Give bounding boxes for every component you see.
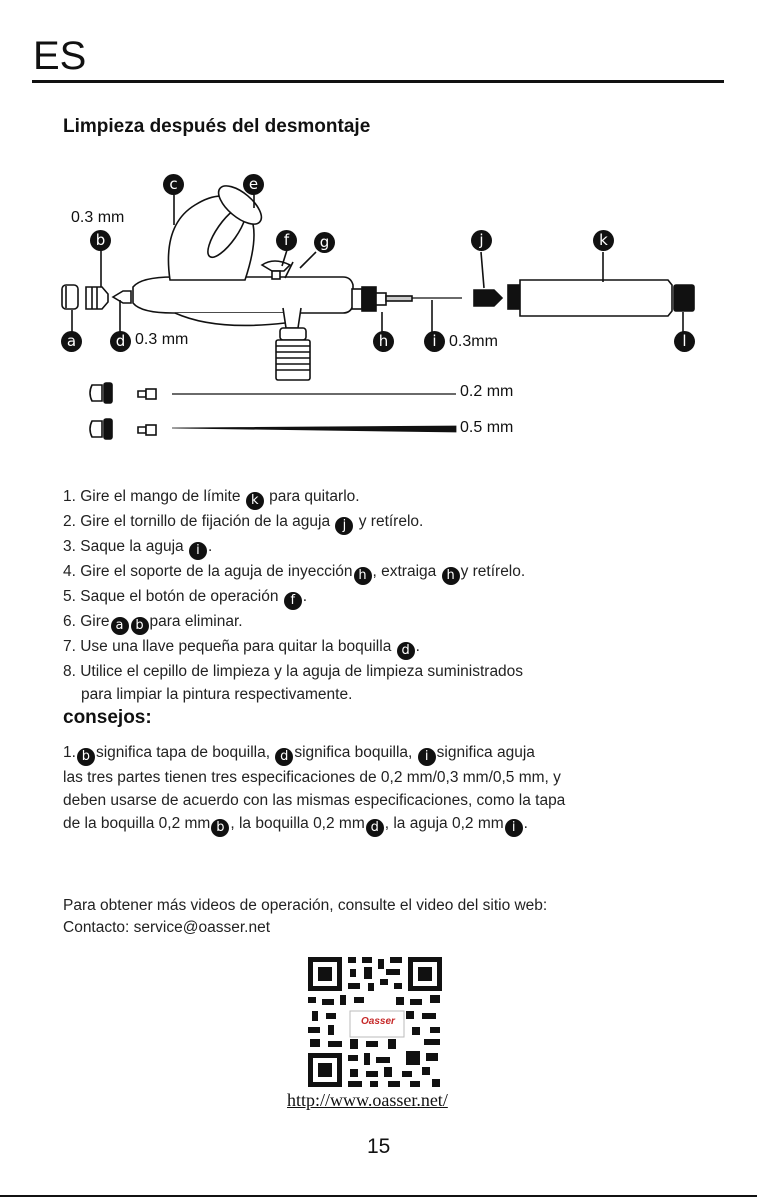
dim-needle-02: 0.2 mm [460,383,514,400]
label-e: e [243,174,264,195]
label-a: a [61,331,82,352]
label-l: l [674,331,695,352]
badge-b: b [77,748,95,766]
label-b: b [90,230,111,251]
badge-f: f [284,592,302,610]
page-number: 15 [367,1135,391,1158]
step-8: 8. Utilice el cepillo de limpieza y la aguja de limpieza suministrados [63,663,524,680]
tips-line-2: las tres partes tienen tres especificaciones de 0,2 mm/0,3 mm/0,5 mm, y [63,769,561,786]
steps-list [63,485,525,706]
badge-i: i [505,819,523,837]
step-5: 5. Saque el botón de operación f . [63,588,308,608]
tips-title: consejos: [63,707,152,728]
badge-j: j [335,517,353,535]
language-code: ES [33,34,87,78]
badge-h: h [442,567,460,585]
tips-line-4: de la boquilla 0,2 mm b , la boquilla 0,2 mm d , la aguja 0,2 mm i . [63,815,528,835]
badge-a: a [111,617,129,635]
footer-rule [0,1195,757,1197]
qr-logo-text: Oasser [361,1016,395,1027]
badge-b: b [131,617,149,635]
step-7: 7. Use una llave pequeña para quitar la boquilla d . [63,638,420,658]
tips-body [63,741,565,837]
step-1: 1. Gire el mango de límite k para quitarlo. [63,488,360,508]
badge-h: h [354,567,372,585]
badge-d: d [397,642,415,660]
tips-line-3: deben usarse de acuerdo con las mismas especificaciones, como la tapa [63,792,566,809]
dim-b: 0.3 mm [71,209,125,226]
section-title: Limpieza después del desmontaje [63,116,371,137]
badge-d: d [275,748,293,766]
badge-k: k [246,492,264,510]
tips-line-1: 1. b significa tapa de boquilla, d significa boquilla, i significa aguja [63,744,535,764]
contact-line-1: Para obtener más videos de operación, consulte el video del sitio web: [63,897,548,914]
label-i: i [424,331,445,352]
step-6: 6. Gire a b para eliminar. [63,613,243,633]
label-g: g [314,232,335,253]
label-h: h [373,331,394,352]
header-rule [32,80,724,83]
dim-needle-05: 0.5 mm [460,419,514,436]
badge-i: i [189,542,207,560]
qr-code[interactable] [306,955,444,1089]
label-j: j [471,230,492,251]
website-link[interactable]: http://www.oasser.net/ [287,1090,448,1110]
airbrush-illustration [0,160,757,460]
dim-d: 0.3 mm [135,331,189,348]
label-d: d [110,331,131,352]
badge-d: d [366,819,384,837]
badge-i: i [418,748,436,766]
label-k: k [593,230,614,251]
label-f: f [276,230,297,251]
label-c: c [163,174,184,195]
step-2: 2. Gire el tornillo de fijación de la aguja j y retírelo. [63,513,424,533]
dim-i: 0.3mm [449,333,498,350]
badge-b: b [211,819,229,837]
contact-line-2: Contacto: service@oasser.net [63,919,271,936]
step-3: 3. Saque la aguja i . [63,538,213,558]
airbrush-diagram [0,160,757,460]
step-8-cont: para limpiar la pintura respectivamente. [81,686,353,703]
step-4: 4. Gire el soporte de la aguja de inyección h , extraiga h y retírelo. [63,563,526,583]
